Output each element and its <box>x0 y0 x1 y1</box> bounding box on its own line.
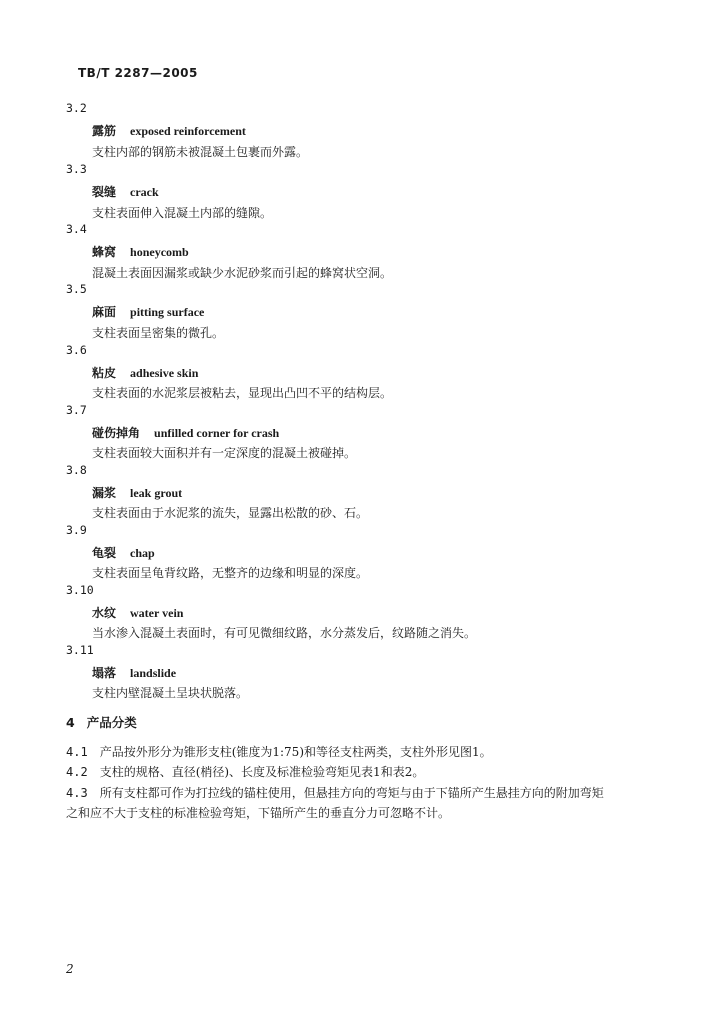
term-cn: 漏浆 <box>92 486 117 500</box>
term-definition: 支柱内部的钢筋未被混凝土包裹而外露。 <box>92 145 309 159</box>
term-heading <box>92 544 155 561</box>
paragraph-continuation: 之和应不大于支柱的标准检验弯矩，下锚所产生的垂直分力可忽略不计。 <box>66 806 451 820</box>
clause-number: 3.2 <box>66 101 87 115</box>
term-heading <box>92 364 198 381</box>
term-en: honeycomb <box>130 245 189 259</box>
clause-number: 3.11 <box>66 643 94 657</box>
term-cn: 碰伤掉角 <box>92 426 141 440</box>
section-number: 4 <box>66 715 75 730</box>
paragraph-text: 所有支柱都可作为打拉线的锚柱使用，但悬挂方向的弯矩与由于下锚所产生悬挂方向的附加弯矩 <box>99 786 604 800</box>
term-cn: 塌落 <box>92 666 117 680</box>
clause-number: 3.5 <box>66 282 87 296</box>
standard-header: TB/T 2287—2005 <box>78 66 198 80</box>
paragraph-text: 产品按外形分为锥形支柱(锥度为1:75)和等径支柱两类，支柱外形见图1。 <box>99 745 492 759</box>
term-definition: 支柱表面伸入混凝土内部的缝隙。 <box>92 206 273 220</box>
paragraph <box>66 743 492 760</box>
section-heading <box>66 713 137 731</box>
clause-number: 3.6 <box>66 343 87 357</box>
term-cn: 麻面 <box>92 305 117 319</box>
term-definition: 支柱表面呈龟背纹路，无整齐的边缘和明显的深度。 <box>92 566 369 580</box>
page-number: 2 <box>66 962 74 976</box>
paragraph <box>66 784 604 801</box>
term-en: chap <box>130 546 155 560</box>
term-cn: 龟裂 <box>92 546 117 560</box>
section-title: 产品分类 <box>86 715 137 730</box>
term-heading <box>92 604 183 621</box>
term-definition: 支柱表面由于水泥浆的流失，显露出松散的砂、石。 <box>92 506 369 520</box>
term-definition: 支柱表面较大面积并有一定深度的混凝土被碰掉。 <box>92 446 357 460</box>
term-definition: 支柱表面的水泥浆层被粘去，显现出凸凹不平的结构层。 <box>92 386 393 400</box>
paragraph <box>66 763 424 780</box>
term-heading <box>92 664 176 681</box>
clause-number: 3.3 <box>66 162 87 176</box>
term-en: water vein <box>130 606 184 620</box>
term-heading <box>92 484 182 501</box>
clause-number: 3.9 <box>66 523 87 537</box>
term-cn: 蜂窝 <box>92 245 117 259</box>
paragraph-number: 4.1 <box>66 745 88 759</box>
term-cn: 露筋 <box>92 124 117 138</box>
clause-number: 3.10 <box>66 583 94 597</box>
term-heading <box>92 243 189 260</box>
term-heading <box>92 122 246 139</box>
term-cn: 粘皮 <box>92 366 117 380</box>
term-en: exposed reinforcement <box>130 124 246 138</box>
clause-number: 3.8 <box>66 463 87 477</box>
clause-number: 3.7 <box>66 403 87 417</box>
term-en: landslide <box>130 666 177 680</box>
term-definition: 支柱表面呈密集的微孔。 <box>92 326 225 340</box>
paragraph-number: 4.2 <box>66 765 88 779</box>
term-cn: 水纹 <box>92 606 117 620</box>
term-definition: 支柱内壁混凝土呈块状脱落。 <box>92 686 249 700</box>
term-definition: 混凝土表面因漏浆或缺少水泥砂浆而引起的蜂窝状空洞。 <box>92 266 393 280</box>
term-heading <box>92 303 204 320</box>
term-en: crack <box>130 185 159 199</box>
paragraph-number: 4.3 <box>66 786 88 800</box>
term-cn: 裂缝 <box>92 185 117 199</box>
term-en: adhesive skin <box>130 366 199 380</box>
term-en: pitting surface <box>130 305 205 319</box>
term-en: unfilled corner for crash <box>154 426 280 440</box>
term-heading <box>92 424 279 441</box>
term-heading <box>92 183 159 200</box>
term-definition: 当水渗入混凝土表面时，有可见微细纹路，水分蒸发后，纹路随之消失。 <box>92 626 477 640</box>
term-en: leak grout <box>130 486 183 500</box>
paragraph-text: 支柱的规格、直径(梢径)、长度及标准检验弯矩见表1和表2。 <box>99 765 425 779</box>
clause-number: 3.4 <box>66 222 87 236</box>
